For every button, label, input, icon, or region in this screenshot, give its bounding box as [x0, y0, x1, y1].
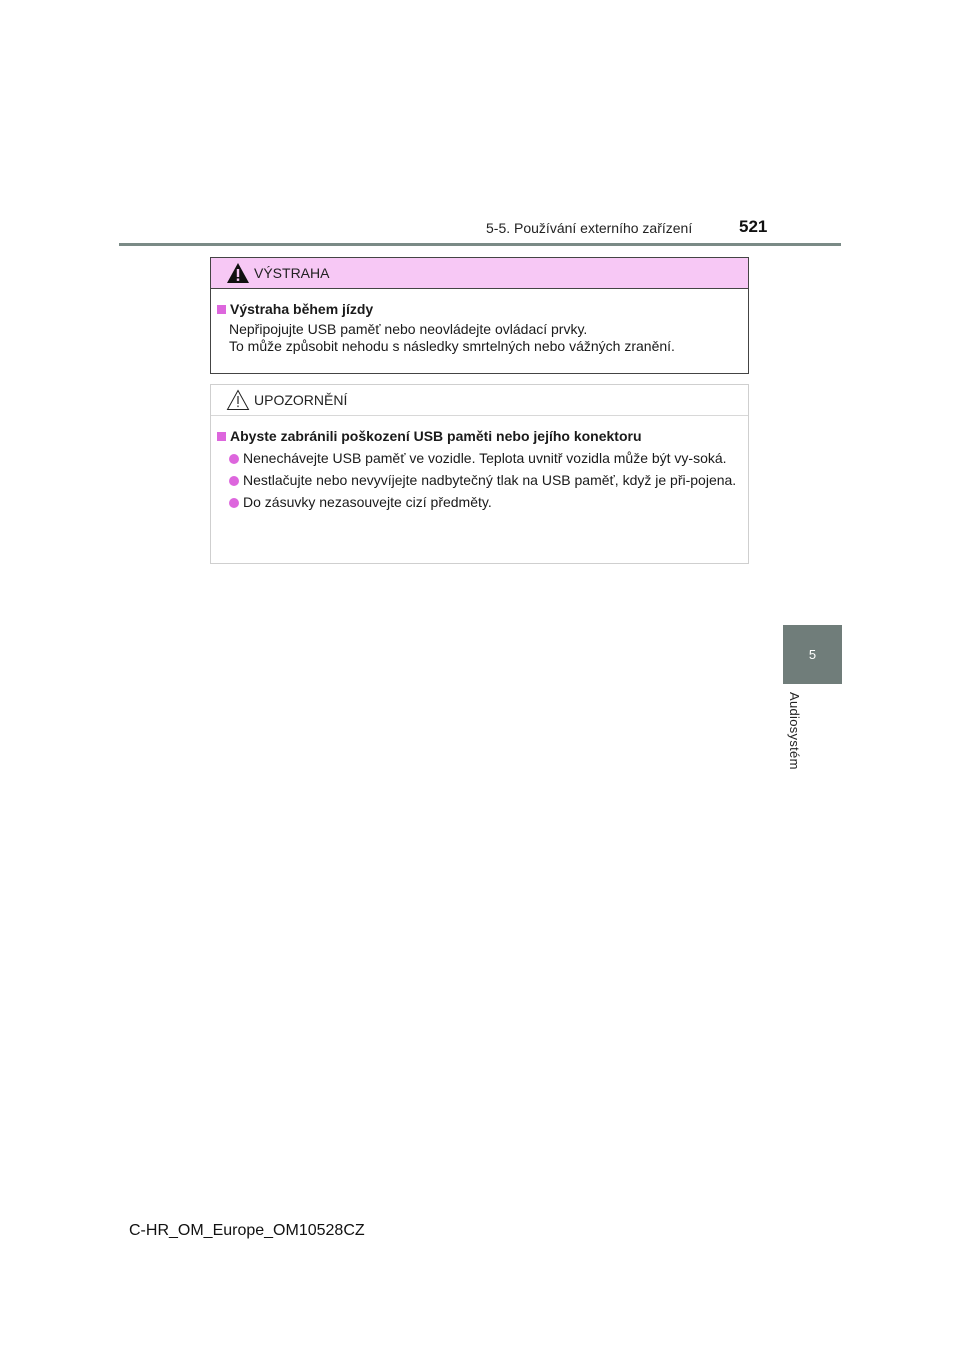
- warning-line: Nepřipojujte USB paměť nebo neovládejte ovládací prvky.: [229, 321, 588, 337]
- caution-header: [211, 385, 748, 416]
- section-title: 5-5. Používání externího zařízení: [486, 220, 693, 236]
- warning-triangle-icon: [226, 262, 250, 284]
- list-item: [217, 450, 740, 467]
- list-item: [217, 472, 740, 489]
- chapter-tab: [783, 625, 842, 684]
- warning-subtitle-text: Výstraha během jízdy: [230, 301, 374, 317]
- warning-subtitle: [217, 301, 740, 318]
- header-rule: [119, 243, 841, 246]
- list-item-text: Do zásuvky nezasouvejte cizí předměty.: [243, 494, 492, 510]
- warning-line: To může způsobit nehodu s následky smrtelných nebo vážných zranění.: [229, 338, 675, 354]
- page-number: 521: [739, 217, 768, 236]
- warning-body: [211, 289, 748, 355]
- round-bullet-icon: [229, 476, 239, 486]
- round-bullet-icon: [229, 454, 239, 464]
- caution-body: [211, 416, 748, 511]
- caution-subtitle: [217, 428, 740, 445]
- caution-box: [210, 384, 749, 564]
- warning-header: [211, 258, 748, 289]
- list-item-text: Nestlačujte nebo nevyvíjejte nadbytečný tlak na USB paměť, když je při-pojena.: [243, 472, 737, 488]
- caution-title: UPOZORNĚNÍ: [254, 392, 348, 408]
- square-bullet-icon: [217, 432, 226, 441]
- list-item-text: Nenechávejte USB paměť ve vozidle. Teplota uvnitř vozidla může být vy-soká.: [243, 450, 727, 466]
- list-item: [217, 494, 740, 511]
- warning-text: [217, 321, 740, 355]
- round-bullet-icon: [229, 498, 239, 508]
- chapter-number: 5: [808, 647, 817, 662]
- warning-title: VÝSTRAHA: [254, 265, 330, 281]
- caution-triangle-icon: [226, 389, 250, 411]
- caution-subtitle-text: Abyste zabránili poškození USB paměti nebo jejího konektoru: [230, 428, 642, 444]
- square-bullet-icon: [217, 305, 226, 314]
- document-code: C-HR_OM_Europe_OM10528CZ: [129, 1222, 365, 1239]
- warning-box: [210, 257, 749, 374]
- chapter-title: Audiosystém: [787, 692, 802, 770]
